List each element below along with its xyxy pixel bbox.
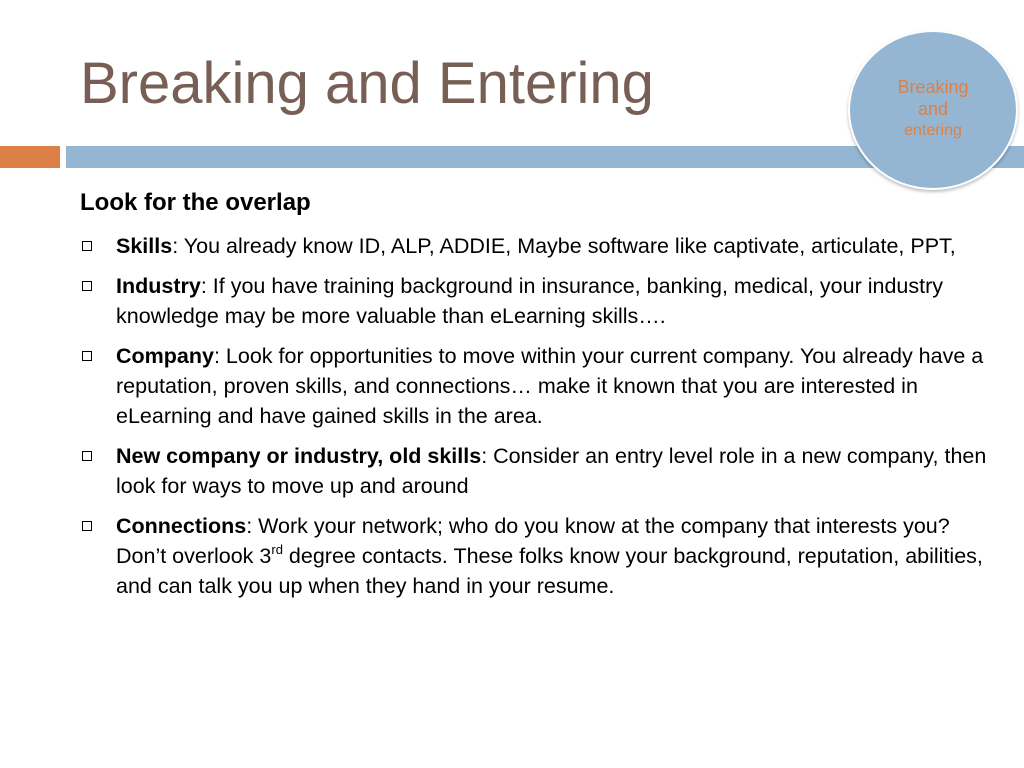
- bullet-superscript: rd: [271, 542, 283, 557]
- bullet-text: : Look for opportunities to move within your current company. You already have a reputation, proven skills, and connections… make it known that you are interested in eLearning and have gained skills in the area.: [116, 344, 984, 428]
- slide-title: Breaking and Entering: [80, 51, 654, 116]
- bullet-item-skills: [80, 231, 995, 261]
- bullet-text: : If you have training background in insurance, banking, medical, your industry knowledge may be more valuable than eLearning skills….: [116, 274, 943, 328]
- square-bullet-icon: [82, 521, 92, 531]
- section-badge-text: [850, 76, 1016, 142]
- bullet-item-new-company: [80, 441, 995, 501]
- square-bullet-icon: [82, 241, 92, 251]
- bullet-text: : Consider an entry level role in a new company, then look for ways to move up and around: [116, 444, 987, 498]
- bullet-list: [80, 231, 995, 611]
- badge-line-2: and: [917, 99, 949, 119]
- section-badge: [848, 30, 1018, 190]
- bullet-text-after: degree contacts. These folks know your background, reputation, abilities, and can talk you up when they hand in your resume.: [116, 544, 983, 598]
- accent-band-orange: [0, 146, 60, 168]
- bullet-term: Industry: [116, 274, 201, 298]
- badge-line-1: Breaking: [897, 77, 969, 97]
- bullet-text: : You already know ID, ALP, ADDIE, Maybe software like captivate, articulate, PPT,: [172, 234, 956, 258]
- square-bullet-icon: [82, 351, 92, 361]
- bullet-term: Company: [116, 344, 214, 368]
- bullet-term: Skills: [116, 234, 173, 258]
- subheading: Look for the overlap: [80, 189, 311, 216]
- bullet-item-company: [80, 341, 995, 431]
- bullet-term: Connections: [116, 514, 247, 538]
- bullet-item-industry: [80, 271, 995, 331]
- square-bullet-icon: [82, 451, 92, 461]
- bullet-term: New company or industry, old skills: [116, 444, 482, 468]
- badge-line-3: entering: [904, 122, 962, 139]
- bullet-item-connections: [80, 511, 995, 601]
- square-bullet-icon: [82, 281, 92, 291]
- bullet-text-before: : Work your network; who do you know at the company that interests you? Don’t overlook 3: [116, 514, 950, 568]
